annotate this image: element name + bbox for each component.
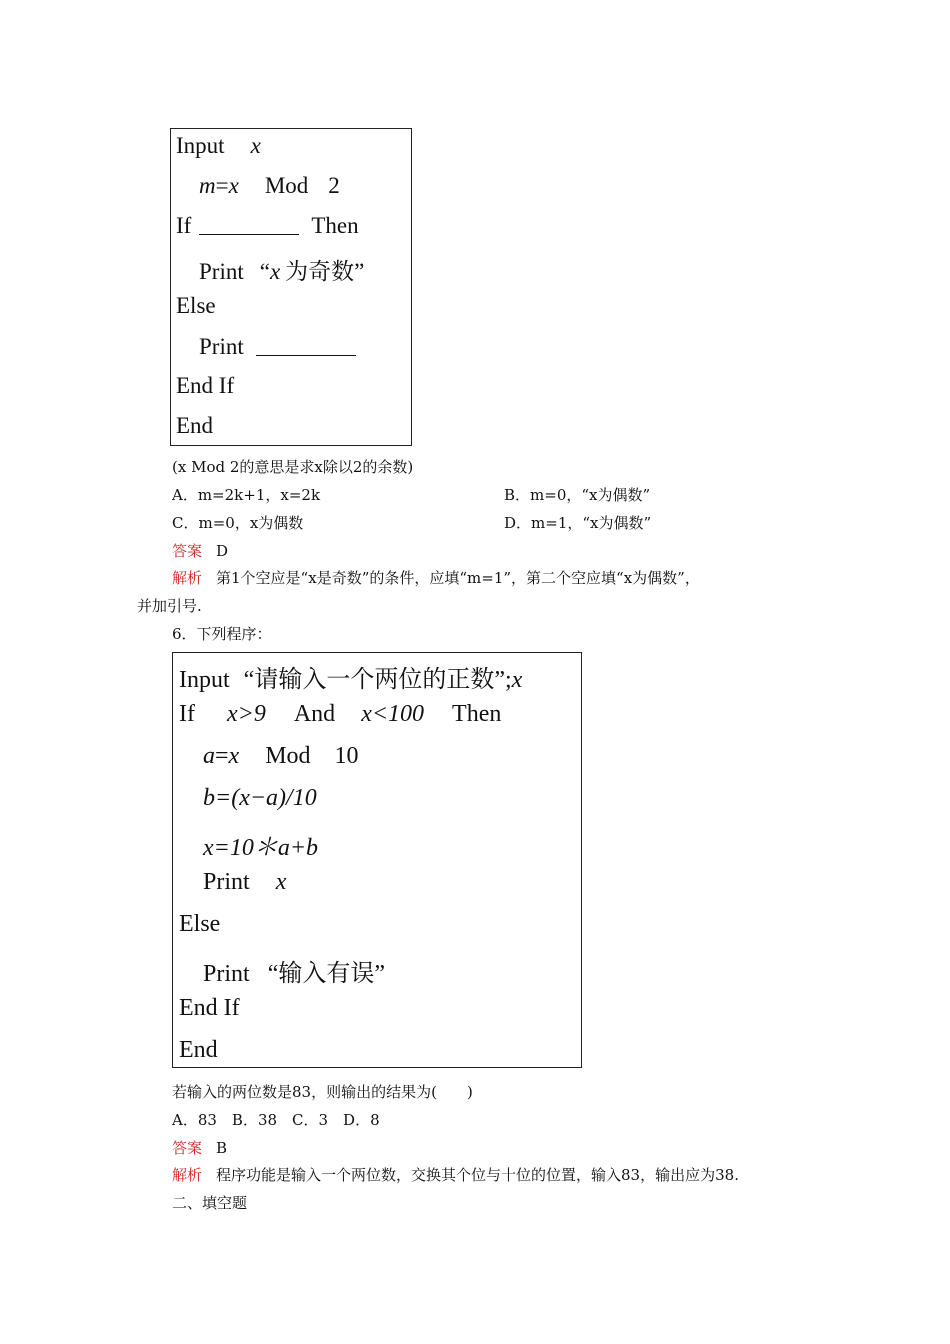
q6-options: A．83 B．38 C．3 D．8 <box>172 1111 380 1129</box>
q6-code-line-3 <box>203 743 359 770</box>
q5-analysis-continued: 并加引号. <box>137 597 202 615</box>
var-x: x <box>275 869 287 895</box>
q6-answer <box>172 1137 227 1158</box>
keyword-else: Else <box>176 293 216 318</box>
number: 2 <box>328 173 340 198</box>
var-x: x <box>269 259 281 284</box>
open-quote: “ <box>259 259 270 284</box>
q6-code-line-8 <box>203 953 385 988</box>
q5-option-d: D．m=1，“x为偶数” <box>504 514 652 532</box>
fill-blank-2 <box>256 354 356 356</box>
equals-sign: = <box>215 743 229 769</box>
fill-blank-1 <box>199 233 299 235</box>
var-x: x <box>228 173 239 198</box>
q6-code-line-5: x=10＊a+b <box>203 835 319 861</box>
keyword-and: And <box>293 701 336 727</box>
q5-analysis <box>172 567 700 588</box>
keyword-mod: Mod <box>265 743 311 769</box>
q6-code-box <box>172 652 582 1068</box>
q5-code-line-1 <box>176 133 261 159</box>
answer-value: D <box>216 542 229 560</box>
q6-code-line-1 <box>179 659 522 694</box>
q6-code-line-9 <box>179 995 240 1022</box>
keyword-input: Input <box>179 667 230 693</box>
q5-code-line-2 <box>199 173 340 199</box>
keyword-print: Print <box>203 961 250 987</box>
q6-code-line-4: b=(x−a)/10 <box>203 785 317 811</box>
q5-code-box <box>170 128 412 446</box>
var-x: x <box>250 133 261 158</box>
keyword-print: Print <box>199 259 244 284</box>
keyword-end-if: End If <box>176 373 235 398</box>
keyword-else: Else <box>179 911 221 937</box>
q6-title: 6．下列程序： <box>172 625 272 643</box>
q5-code-line-5 <box>176 293 216 319</box>
analysis-label: 解析 <box>172 569 203 587</box>
keyword-end: End <box>176 413 214 438</box>
q5-code-line-7 <box>176 373 234 399</box>
q5-code-line-6 <box>199 334 356 360</box>
equals-sign: = <box>215 173 229 198</box>
q5-option-c: C．m=0，x为偶数 <box>172 514 304 532</box>
q6-analysis <box>172 1164 739 1185</box>
var-x: x <box>511 667 523 693</box>
keyword-end-if: End If <box>179 995 240 1021</box>
q5-code-line-8 <box>176 413 213 439</box>
answer-value: B <box>216 1139 228 1157</box>
section-heading: 二、填空题 <box>172 1194 248 1212</box>
condition-2: x<100 <box>361 701 425 727</box>
q5-option-b: B．m=0，“x为偶数” <box>504 486 651 504</box>
q5-code-line-3 <box>176 213 359 239</box>
analysis-text: 第1个空应是“x是奇数”的条件，应填“m=1”，第二个空应填“x为偶数”， <box>216 569 700 587</box>
var-m: m <box>199 173 216 198</box>
var-x: x <box>228 743 240 769</box>
q5-answer <box>172 540 228 561</box>
keyword-if: If <box>176 213 192 238</box>
var-a: a <box>203 743 215 769</box>
analysis-label: 解析 <box>172 1166 203 1184</box>
prompt-string: “请输入一个两位的正数”; <box>243 667 512 693</box>
keyword-then: Then <box>311 213 359 238</box>
analysis-text: 程序功能是输入一个两位数，交换其个位与十位的位置，输入83，输出应为38. <box>216 1166 739 1184</box>
keyword-end: End <box>179 1037 218 1063</box>
q6-code-line-2 <box>179 701 501 728</box>
answer-label: 答案 <box>172 542 203 560</box>
string-odd: 为奇数” <box>285 259 365 284</box>
q6-question: 若输入的两位数是83，则输出的结果为( ) <box>172 1083 473 1101</box>
keyword-if: If <box>179 701 195 727</box>
number: 10 <box>334 743 359 769</box>
q5-code-line-4 <box>199 253 364 286</box>
q5-option-a: A．m=2k+1，x=2k <box>172 486 321 504</box>
keyword-then: Then <box>452 701 502 727</box>
keyword-input: Input <box>176 133 225 158</box>
condition-1: x>9 <box>226 701 266 727</box>
error-string: “输入有误” <box>267 961 385 987</box>
answer-label: 答案 <box>172 1139 203 1157</box>
q6-code-line-10 <box>179 1037 218 1064</box>
q6-code-line-6 <box>203 869 286 896</box>
q6-code-line-7 <box>179 911 220 938</box>
q5-note: (x Mod 2的意思是求x除以2的余数) <box>172 458 414 476</box>
keyword-print: Print <box>199 334 244 359</box>
keyword-print: Print <box>203 869 250 895</box>
keyword-mod: Mod <box>264 173 309 198</box>
